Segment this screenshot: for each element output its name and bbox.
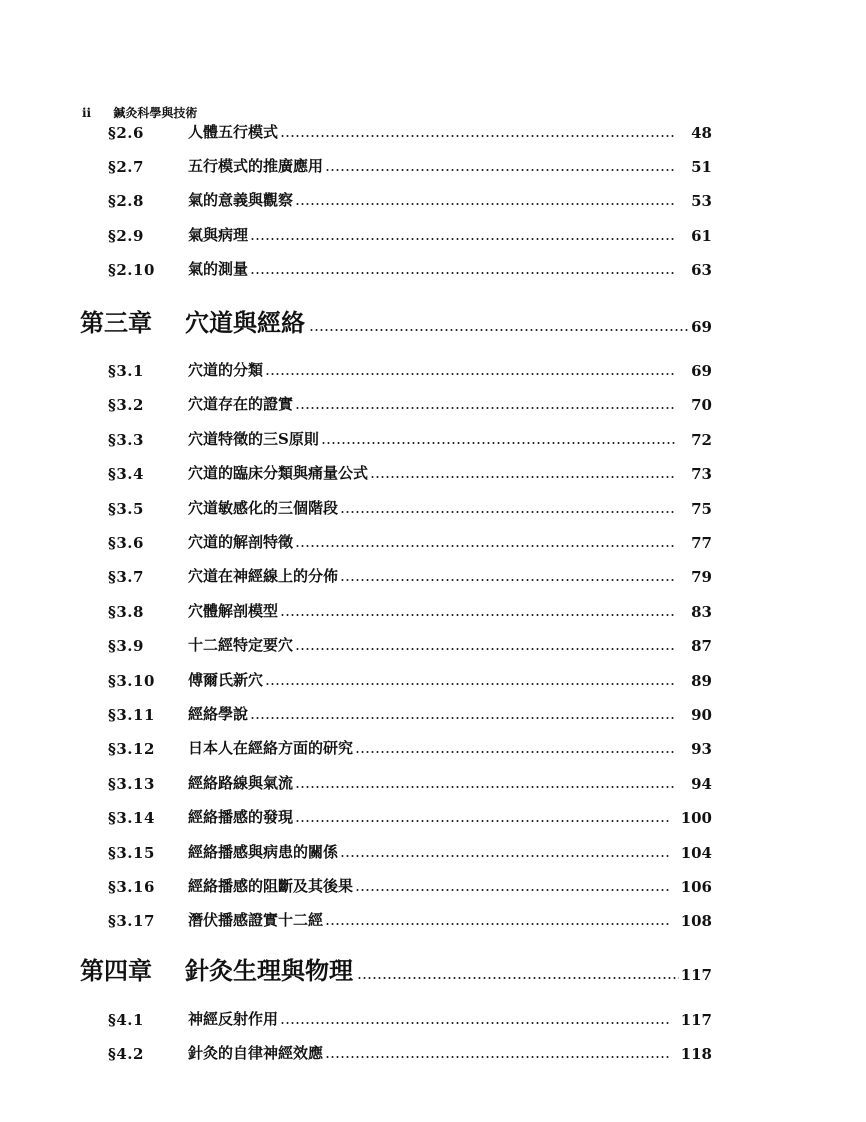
section-title: 經絡播感的阻斷及其後果 (188, 877, 354, 895)
dot-leader (295, 203, 676, 205)
section-number: §3.14 (108, 809, 155, 828)
page-number: 63 (691, 260, 712, 279)
toc-entry (108, 700, 712, 724)
section-number: §3.17 (108, 912, 155, 931)
section-title: 神經反射作用 (188, 1010, 279, 1028)
section-number: §3.13 (108, 774, 155, 793)
dot-leader (355, 751, 676, 753)
section-number: §3.4 (108, 465, 144, 484)
section-title: 日本人在經絡方面的研究 (188, 739, 354, 758)
section-title: 經絡學說 (188, 705, 249, 723)
page-number: 87 (691, 637, 712, 656)
page-number: 90 (691, 706, 712, 724)
toc-entry (108, 872, 712, 896)
section-number: §4.2 (108, 1045, 144, 1064)
dot-leader (280, 135, 676, 137)
dot-leader (325, 169, 676, 171)
dot-leader (355, 889, 671, 891)
section-title: 穴體解剖模型 (188, 601, 279, 620)
dot-leader (325, 1056, 671, 1058)
page-number: 79 (691, 568, 712, 587)
page-number: 117 (680, 966, 712, 984)
toc-entry (108, 666, 712, 690)
section-number: §4.1 (108, 1011, 144, 1029)
page-number: 53 (691, 192, 712, 211)
section-title: 穴道存在的證實 (188, 395, 294, 414)
chapter-heading (80, 954, 712, 986)
section-title: 經絡路線與氣流 (188, 773, 294, 792)
chapter-number: 第三章 (80, 308, 152, 337)
section-title: 氣與病理 (188, 225, 249, 244)
section-title: 穴道在神經線上的分佈 (188, 567, 339, 586)
section-title: 經絡播感與病患的關係 (188, 842, 339, 861)
toc-entry (108, 390, 712, 414)
dot-leader (295, 786, 676, 788)
page-number: 100 (680, 809, 712, 828)
chapter-title: 針灸生理與物理 (185, 956, 353, 985)
section-number: §2.6 (108, 124, 144, 142)
header-page-number: ii (82, 106, 92, 120)
section-number: §3.15 (108, 843, 155, 862)
toc-entry (108, 221, 712, 245)
section-number: §3.7 (108, 568, 144, 587)
section-title: 針灸的自律神經效應 (188, 1044, 324, 1063)
page-number: 69 (691, 362, 712, 380)
toc-entry (108, 459, 712, 483)
section-title: 傅爾氏新穴 (188, 670, 264, 689)
section-title: 穴道的分類 (188, 361, 264, 379)
section-title: 五行模式的推廣應用 (188, 157, 324, 176)
toc-entry (108, 528, 712, 552)
page-number: 70 (691, 396, 712, 415)
page-number: 118 (680, 1045, 712, 1064)
section-title: 穴道的解剖特徵 (188, 533, 294, 551)
chapter-title: 穴道與經絡 (185, 308, 305, 337)
section-number: §3.11 (108, 706, 155, 724)
section-number: §3.6 (108, 534, 144, 552)
toc-entry (108, 803, 712, 827)
page-number: 48 (691, 124, 712, 142)
section-number: §3.3 (108, 430, 144, 449)
dot-leader (340, 579, 676, 581)
dot-leader (250, 717, 676, 719)
dot-leader (295, 407, 676, 409)
page-number: 69 (691, 318, 712, 336)
toc-entry (108, 494, 712, 518)
page-number: 104 (680, 843, 712, 862)
section-title: 潛伏播感證實十二經 (188, 911, 324, 930)
dot-leader (250, 238, 676, 240)
page-number: 89 (691, 671, 712, 690)
page-number: 75 (691, 499, 712, 518)
toc-entry (108, 631, 712, 655)
toc-entry (108, 1039, 712, 1063)
dot-leader (340, 855, 671, 857)
toc-entry (108, 597, 712, 621)
page-number: 77 (691, 534, 712, 552)
dot-leader (295, 648, 676, 650)
section-title: 人體五行模式 (188, 123, 279, 141)
page-number: 61 (691, 226, 712, 245)
chapter-number: 第四章 (80, 956, 152, 985)
toc-entry (108, 425, 712, 449)
section-title: 氣的意義與觀察 (188, 191, 294, 210)
toc-entry (108, 769, 712, 793)
toc-entry (108, 1005, 712, 1029)
toc-entry (108, 186, 712, 210)
section-title: 經絡播感的發現 (188, 808, 294, 827)
section-title: 十二經特定要穴 (188, 636, 294, 655)
section-number: §3.8 (108, 602, 144, 621)
header-book-title: 鍼灸科學與技術 (113, 106, 198, 120)
dot-leader (340, 511, 676, 513)
section-number: §3.16 (108, 878, 155, 896)
section-number: §3.12 (108, 740, 155, 759)
dot-leader (295, 545, 676, 547)
section-number: §3.10 (108, 671, 155, 690)
page-number: 108 (680, 912, 712, 931)
dot-leader (280, 1022, 671, 1024)
section-number: §2.10 (108, 260, 155, 279)
dot-leader (265, 373, 676, 375)
dot-leader (309, 329, 689, 331)
page-number: 93 (691, 740, 712, 759)
page-number: 51 (691, 158, 712, 177)
page-number: 83 (691, 602, 712, 621)
section-number: §2.7 (108, 158, 144, 177)
section-title: 穴道特徵的三S原則 (188, 429, 319, 448)
dot-leader (280, 614, 676, 616)
toc-entry (108, 906, 712, 930)
dot-leader (321, 442, 676, 444)
section-title: 穴道的臨床分類與痛量公式 (188, 464, 369, 483)
page-number: 72 (691, 430, 712, 449)
section-number: §3.5 (108, 499, 144, 518)
section-number: §3.2 (108, 396, 144, 415)
section-number: §3.9 (108, 637, 144, 656)
section-title: 氣的測量 (188, 259, 249, 278)
chapter-heading (80, 306, 712, 338)
dot-leader (295, 820, 671, 822)
section-number: §2.9 (108, 226, 144, 245)
toc-entry (108, 562, 712, 586)
dot-leader (250, 272, 676, 274)
section-number: §3.1 (108, 362, 144, 380)
toc-entry (108, 152, 712, 176)
toc-entry (108, 838, 712, 862)
section-title: 穴道敏感化的三個階段 (188, 498, 339, 517)
page-number: 73 (691, 465, 712, 484)
toc-entry (108, 255, 712, 279)
dot-leader (357, 977, 679, 979)
toc-entry (108, 118, 712, 142)
dot-leader (370, 476, 676, 478)
page-number: 94 (691, 774, 712, 793)
dot-leader (265, 683, 676, 685)
toc-entry (108, 734, 712, 758)
section-number: §2.8 (108, 192, 144, 211)
dot-leader (325, 923, 671, 925)
page-number: 106 (680, 878, 712, 896)
toc-entry (108, 356, 712, 380)
page-number: 117 (680, 1011, 712, 1029)
